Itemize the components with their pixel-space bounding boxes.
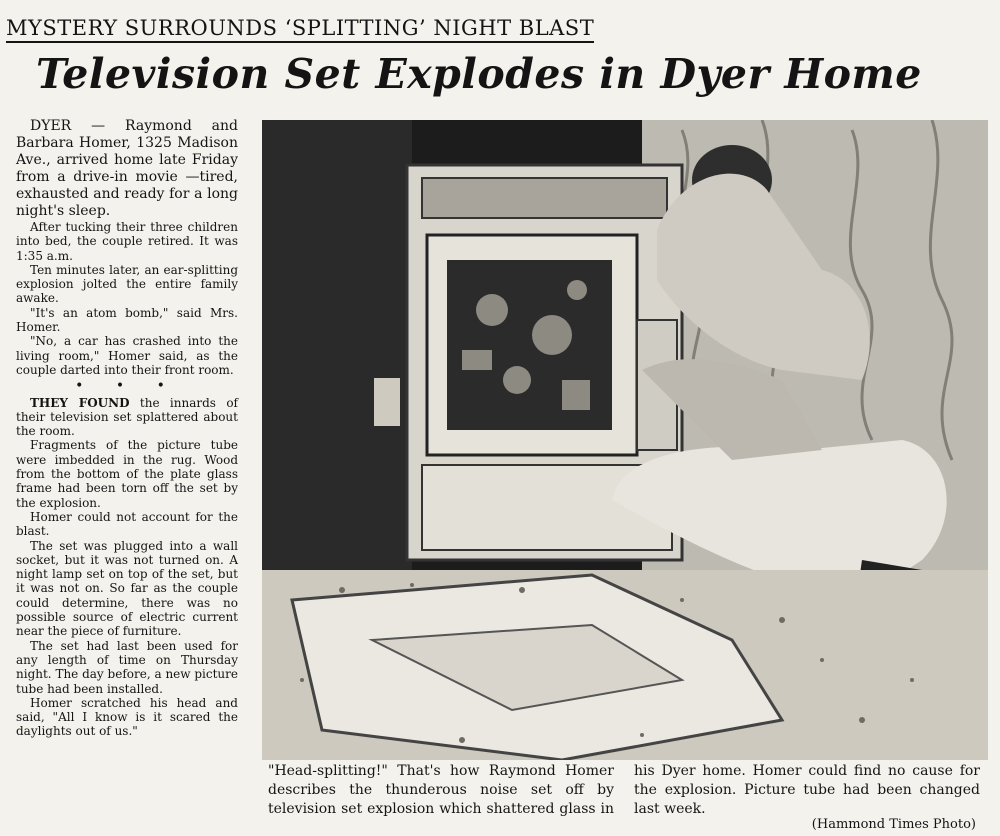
kicker-headline: MYSTERY SURROUNDS ‘SPLITTING’ NIGHT BLAST — [6, 16, 594, 43]
story-paragraph: The set had last been used for any length of time on Thursday night. The day before, a new picture tube had been installed. — [16, 638, 238, 696]
story-paragraph: Homer scratched his head and said, "All I know is it scared the daylights out of us." — [16, 695, 238, 739]
story-paragraph: After tucking their three children into bed, the couple retired. It was 1:35 a.m. — [16, 220, 238, 263]
caption-text: "Head-splitting!" That's how Raymond Homer describes the thunderous noise set off by television set explosion which shattered glass in his Dyer home. Homer could find no cause for the explosion. Picture tube had been changed last week. — [268, 763, 980, 817]
story-paragraph: The set was plugged into a wall socket, but it was not turned on. A night lamp set on top of the set, but it was not on. So far as the couple could determine, there was no possible source of electric current near the piece of furniture. — [16, 538, 238, 639]
story-lead: DYER — Raymond and Barbara Homer, 1325 Madison Ave., arrived home late Friday from a drive-in movie —tired, exhausted and ready for a long night's sleep. — [16, 118, 238, 219]
section-dots: • • • — [75, 378, 179, 395]
photo-illustration — [262, 120, 988, 760]
story-paragraph: Homer could not account for the blast. — [16, 509, 238, 539]
story-paragraph: "No, a car has crashed into the living room," Homer said, as the couple darted into their front room. — [16, 334, 238, 377]
photo-credit: (Hammond Times Photo) — [811, 817, 976, 832]
subhead-lead: THEY FOUND — [30, 395, 130, 410]
story-paragraph: Fragments of the picture tube were imbedded in the rug. Wood from the bottom of the plate glass frame had been torn off the set by the explosion. — [16, 438, 238, 510]
story-text: the innards of their television set splattered about the room. — [16, 395, 238, 439]
story-paragraph — [16, 396, 238, 439]
news-photo — [262, 120, 988, 760]
main-headline: Television Set Explodes in Dyer Home — [36, 50, 922, 98]
story-paragraph: "It's an atom bomb," said Mrs. Homer. — [16, 305, 238, 335]
photo-caption — [268, 762, 980, 819]
story-paragraph: Ten minutes later, an ear-splitting explosion jolted the entire family awake. — [16, 262, 238, 306]
story-column — [16, 118, 238, 739]
